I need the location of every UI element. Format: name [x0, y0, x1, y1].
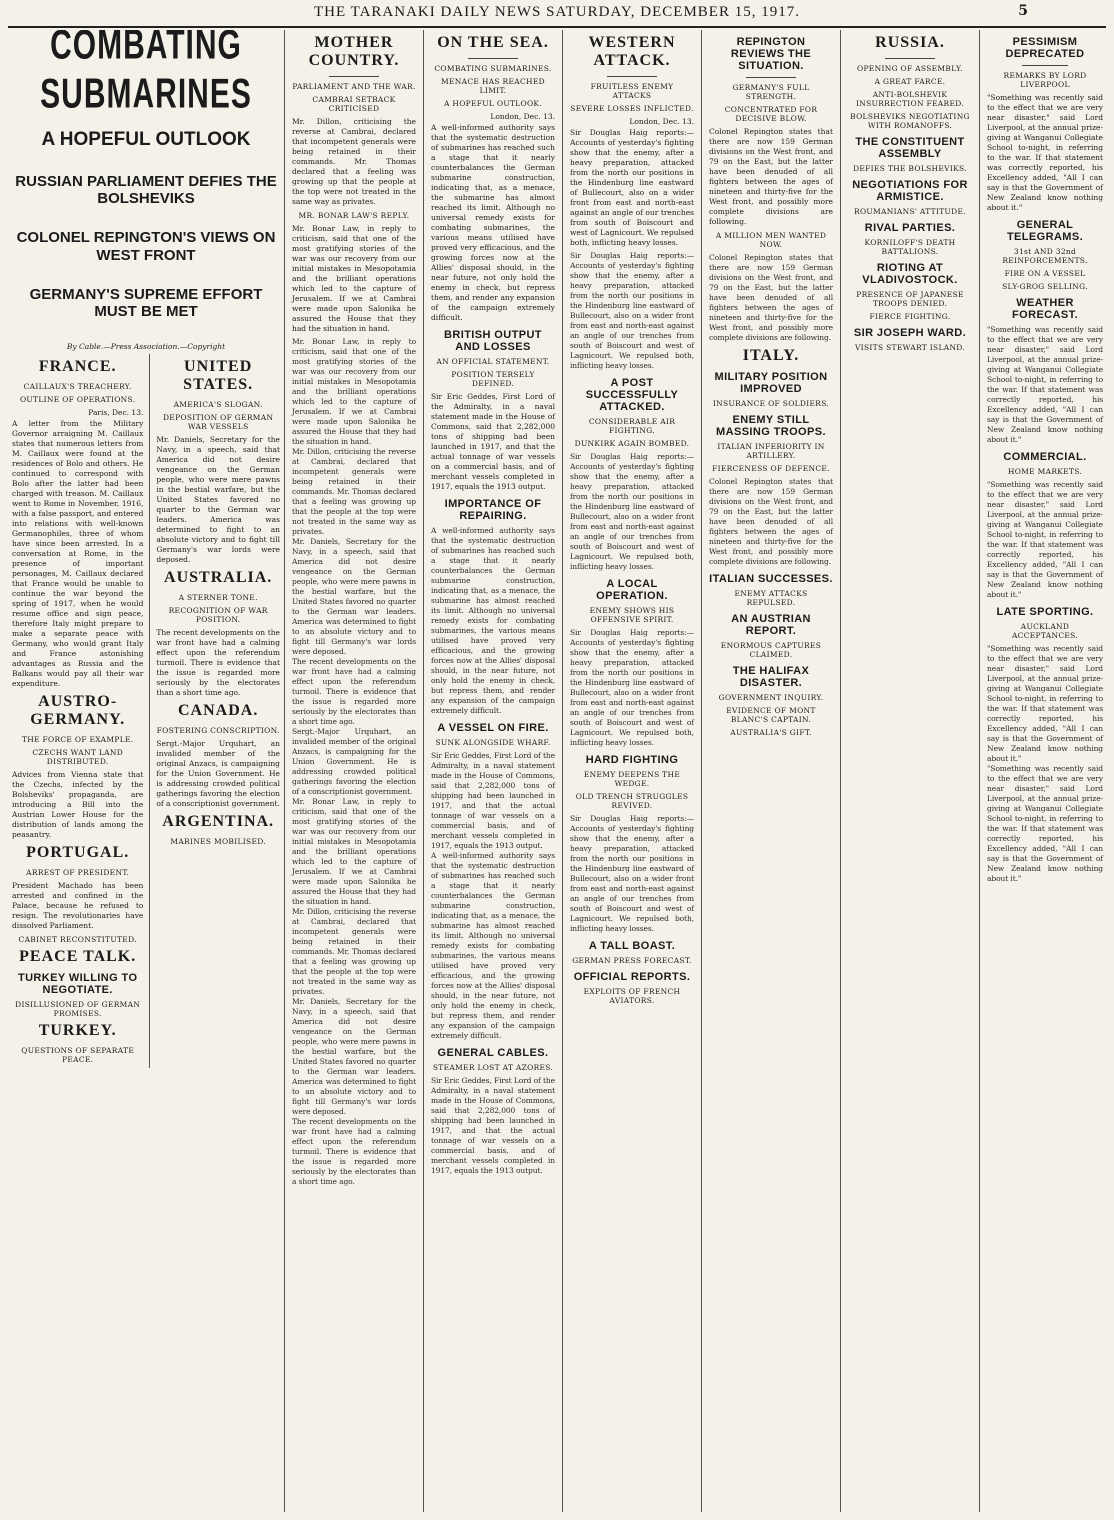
sub-head: AN OFFICIAL STATEMENT. — [436, 357, 550, 366]
sub-head: ITALIAN SUCCESSES. — [709, 573, 833, 585]
sub-head: MENACE HAS REACHED LIMIT. — [441, 77, 545, 95]
filler-text: A well-informed authority says that the systematic destruction of submarines has reached such a stage that it nearly counterbalances the German submarine construction, indicating that, as a menace, the submarine has almost reached its limit. Although no universal remedy exists for combating submarines, the various means utilised have proved very efficacious, and the growing forces now at the Allies' disposal should, in the near future, not only hold the enemy in check, but repress them, and render any expansion of the campaign extremely difficult. — [431, 526, 555, 715]
newspaper-title: THE TARANAKI DAILY NEWS SATURDAY, DECEMBER 15, 1917. — [314, 4, 800, 20]
sub-head: ENEMY STILL MASSING TROOPS. — [716, 414, 826, 438]
sub-head: INSURANCE OF SOLDIERS. — [712, 399, 830, 408]
filler-text: The recent developments on the war front have had a calming effect upon the referendum turmoil. There is evidence that the issue is regarded more seriously by the electorates than a short time ago. — [292, 1117, 416, 1186]
article-text: Mr. Daniels, Secretary for the Navy, in a speech, said that America did not desire vengeance on the German people, who were mere pawns in the bestial warfare, but the United States favored no quarter to the German war leaders. America was determined to fight to an absolute victory and to fight till Germany's war lords were deposed. — [156, 435, 280, 565]
sub-head: COMBATING SUBMARINES. — [434, 64, 552, 73]
article-text: Mr. Bonar Law, in reply to criticism, said that one of the most gratifying stories of the war was our recovery from our initial mistakes in Mesopotamia and the brilliant operations which led to the capture of Jerusalem. If we at Cambrai were made upon Salonika he assured the House that they had the situation in hand. — [292, 224, 416, 333]
section-head-pessimism: PESSIMISM DEPRECATED — [1005, 36, 1085, 60]
filler-text: Sir Eric Geddes, First Lord of the Admiralty, in a naval statement made in the House of Commons, said that 2,282,000 tons of shipping had been launched in 1917, and that the actual tonnage of war vessels on a commercial basis, and of merchant vessels completed in 1917, equals the 1913 output. — [431, 1076, 555, 1175]
sub-head: A LOCAL OPERATION. — [596, 578, 668, 602]
sub-head: NEGOTIATIONS FOR ARMISTICE. — [852, 179, 968, 203]
sub-head: A TALL BOAST. — [588, 940, 676, 952]
sub-head: GERMANY'S FULL STRENGTH. — [732, 83, 810, 101]
sub-head: GERMAN PRESS FORECAST. — [572, 956, 692, 965]
sub-head: A VESSEL ON FIRE. — [437, 722, 549, 734]
main-headline: COMBATING SUBMARINES — [40, 30, 252, 117]
sub-head: RECOGNITION OF WAR POSITION. — [168, 606, 268, 625]
filler-text: A well-informed authority says that the systematic destruction of submarines has reached such a stage that it nearly counterbalances the German submarine construction, indicating that, as a menace, the submarine has almost reached its limit. Although no universal remedy exists for combating submarines, the various means utilised have proved very efficacious, and the growing forces now at the Allies' disposal should, in the near future, not only hold the enemy in check, but repress them, and render any expansion of the campaign extremely difficult. — [431, 851, 555, 1040]
masthead-rule — [8, 26, 1106, 28]
sub-head: BOLSHEVIKS NEGOTIATING WITH ROMANOFFS. — [850, 112, 970, 130]
sub-head: GOVERNMENT INQUIRY. — [718, 693, 824, 702]
section-head-austro: AUSTRO-GERMANY. — [30, 693, 126, 729]
sub-head: OLD TRENCH STRUGGLES REVIVED. — [575, 792, 689, 810]
sub-head: MILITARY POSITION IMPROVED — [714, 371, 828, 395]
sub-head: QUESTIONS OF SEPARATE PEACE. — [21, 1046, 135, 1065]
column-on-the-sea — [427, 30, 559, 1512]
filler-text: "Something was recently said to the effect that we are very near disaster," said Lord Liverpool, at the annual prize-giving at Wanganui Collegiate School to-night, in referring to the war. If that statement was correctly reported, his Excellency added, "All I can say is that the Government of New Zealand know nothing about it." — [987, 480, 1103, 599]
sub-head: CONSIDERABLE AIR FIGHTING. — [588, 417, 676, 435]
filler-text: Mr. Bonar Law, in reply to criticism, said that one of the most gratifying stories of the war was our recovery from our initial mistakes in Mesopotamia and the brilliant operations which led to the capture of Jerusalem. If we at Cambrai were made upon Salonika he assured the House that they had the situation in hand. — [292, 797, 416, 906]
sub-head: FIERCE FIGHTING. — [869, 312, 951, 321]
article-text: Advices from Vienna state that the Czechs, infected by the Bolsheviks' propaganda, are introducing a Bill into the Austrian Lower House for the distribution of lands among the peasantry. — [12, 770, 144, 840]
section-head-russia: RUSSIA. — [875, 34, 945, 51]
sub-head: DUNKIRK AGAIN BOMBED. — [574, 439, 690, 448]
filler-text: Sir Douglas Haig reports:—Accounts of yesterday's fighting show that the enemy, after a heavy preparation, attacked from the north our positions in the Hindenburg line eastward of Bullecourt, also on a wider front from east and north-east against an angle of our trenches from south of Boiscourt and west of Lagnicourt. We repulsed both, inflicting heavy losses. — [570, 628, 694, 747]
sub-head: ENEMY DEEPENS THE WEDGE. — [583, 770, 681, 788]
sub-head: A MILLION MEN WANTED NOW. — [715, 231, 827, 249]
column-divider — [423, 30, 424, 1512]
filler-text: Colonel Repington states that there are now 159 German divisions on the West front, and 79 on the East, but the latter have been denuded of all fighters between the ages of nineteen and thirty-five for the West front, and possibly more complete divisions are following. — [709, 477, 833, 566]
sub-head: AUSTRALIA'S GIFT. — [730, 728, 812, 737]
filler-text: Mr. Daniels, Secretary for the Navy, in a speech, said that America did not desire vengeance on the German people, who were mere pawns in the bestial warfare, but the United States favored no quarter to the German war leaders. America was determined to fight to an absolute victory and to fight till Germany's war lords were deposed. — [292, 537, 416, 656]
sub-head: BRITISH OUTPUT AND LOSSES — [444, 329, 542, 353]
sub-head: SEVERE LOSSES INFLICTED. — [570, 104, 694, 113]
filler-text: "Something was recently said to the effect that we are very near disaster," said Lord Liverpool, at the annual prize-giving at Wanganui Collegiate School to-night, in referring to the war. If that statement was correctly reported, his Excellency added, "All I can say is that the Government of New Zealand know nothing about it." — [987, 325, 1103, 444]
section-head-us: UNITED STATES. — [183, 358, 254, 394]
sub-head: AN AUSTRIAN REPORT. — [731, 613, 811, 637]
filler-text: Mr. Dillon, criticising the reverse at Cambrai, declared that incompetent generals were being retained in their commands. Mr. Thomas declared that a feeling was growing up that the people at the top were not treated in the same way as privates. — [292, 447, 416, 536]
column-repington — [705, 30, 837, 1512]
sub-head: A POST SUCCESSFULLY ATTACKED. — [585, 377, 679, 413]
article-text: A letter from the Military Governor arraigning M. Caillaux states that numerous letters from M. Caillaux were found at the residences of Bolo and others. He continued to correspond with Bolo after the latter had been charged with treason. M. Caillaux went to Rome in November, 1916, with a false passport, and entered into relations with well-known Germanophiles, three of whom have since been arrested. In a conversation at Rome, in the presence of important personages, M. Caillaux declared that France would be unable to continue the war beyond the spring of 1917, when he would resume office and sign peace, therefore Italy might prepare to make a separate peace with Germany, who would grant Italy and France astonishing advantages as Russia and the Balkans would pay all their war expenditure. — [12, 419, 144, 689]
sub-head: TURKEY WILLING TO NEGOTIATE. — [17, 972, 138, 997]
column-divider — [840, 30, 841, 1512]
filler-text: Colonel Repington states that there are now 159 German divisions on the West front, and 79 on the East, but the latter have been denuded of all fighters between the ages of nineteen and thirty-five for the West front, and possibly more complete divisions are following. — [709, 253, 833, 342]
sub-head: WEATHER FORECAST. — [1012, 297, 1078, 321]
section-head-argentina: ARGENTINA. — [162, 813, 275, 831]
filler-text: Sir Douglas Haig reports:—Accounts of yesterday's fighting show that the enemy, after a heavy preparation, attacked from the north our positions in the Hindenburg line eastward of Bullecourt, also on a wider front from east and north-east against an angle of our trenches from south of Boiscourt and west of Lagnicourt. We repulsed both, inflicting heavy losses. — [570, 814, 694, 933]
section-head-western-attack: WESTERN ATTACK. — [588, 34, 676, 69]
subcolumn-us — [156, 354, 280, 1068]
deck-headline-3: COLONEL REPINGTON'S VIEWS ON WEST FRONT — [16, 229, 276, 264]
dateline: London, Dec. 13. — [490, 112, 555, 121]
sub-head: DISILLUSIONED OF GERMAN PROMISES. — [15, 1000, 141, 1019]
column-divider — [149, 354, 150, 1068]
column-russia — [844, 30, 976, 1512]
sub-head: COMMERCIAL. — [1003, 451, 1087, 463]
sub-head: FIRE ON A VESSEL — [1004, 269, 1086, 278]
article-text: President Machado has been arrested and confined in the Palace, because he refused to resign. The revolutionaries have dissolved Parliament. — [12, 881, 144, 931]
sub-head: ENEMY SHOWS HIS OFFENSIVE SPIRIT. — [589, 606, 675, 624]
sub-head: MR. BONAR LAW'S REPLY. — [298, 211, 410, 220]
sub-head: SIR JOSEPH WARD. — [853, 327, 967, 339]
filler-text: Sir Eric Geddes, First Lord of the Admiralty, in a naval statement made in the House of Commons, said that 2,282,000 tons of shipping had been launched in 1917, and that the actual tonnage of war vessels on a commercial basis, and of merchant vessels completed in 1917, equals the 1913 output. — [431, 751, 555, 850]
filler-text: Sir Douglas Haig reports:—Accounts of yesterday's fighting show that the enemy, after a heavy preparation, attacked from the north our positions in the Hindenburg line eastward of Bullecourt, also on a wider front from east and north-east against an angle of our trenches from south of Boiscourt and west of Lagnicourt. We repulsed both, inflicting heavy losses. — [570, 251, 694, 370]
sub-head: DEFIES THE BOLSHEVIKS. — [853, 164, 967, 173]
sub-head: THE FORCE OF EXAMPLE. — [21, 735, 134, 745]
column-pessimism — [983, 30, 1107, 1512]
sub-head: HARD FIGHTING — [585, 754, 679, 766]
filler-text: Sergt.-Major Urquhart, an invalided member of the original Anzacs, is campaigning for the Union Government. He is addressing crowded political gatherings favoring the election of a conscriptionist government. — [292, 727, 416, 796]
column-divider — [701, 30, 702, 1512]
section-head-portugal: PORTUGAL. — [26, 844, 130, 862]
filler-text: Mr. Bonar Law, in reply to criticism, said that one of the most gratifying stories of the war was our recovery from our initial mistakes in Mesopotamia and the brilliant operations which led to the capture of Jerusalem. If we at Cambrai were made upon Salonika he assured the House that they had the situation in hand. — [292, 337, 416, 446]
sub-head: A STERNER TONE. — [178, 593, 258, 603]
sub-head: KORNILOFF'S DEATH BATTALIONS. — [864, 238, 956, 256]
filler-text: Sir Douglas Haig reports:—Accounts of yesterday's fighting show that the enemy, after a heavy preparation, attacked from the north our positions in the Hindenburg line eastward of Bullecourt, also on a wider front from east and north-east against an angle of our trenches from south of Boiscourt and west of Lagnicourt. We repulsed both, inflicting heavy losses. — [570, 452, 694, 571]
sub-head: CAILLAUX'S TREACHERY. — [23, 382, 132, 392]
deck-headline-4: GERMANY'S SUPREME EFFORT MUST BE MET — [29, 285, 263, 321]
article-text: Sergt.-Major Urquhart, an invalided member of the original Anzacs, is campaigning for the Union Government. He is addressing crowded political gatherings favoring the election of a conscriptionist government. — [156, 739, 280, 809]
column-divider — [284, 30, 285, 1512]
sub-head: RIOTING AT VLADIVOSTOCK. — [862, 262, 958, 286]
sub-head: GENERAL TELEGRAMS. — [1006, 219, 1084, 243]
sub-head: EVIDENCE OF MONT BLANC'S CAPTAIN. — [726, 706, 816, 724]
filler-text: Mr. Dillon, criticising the reverse at Cambrai, declared that incompetent generals were being retained in their commands. Mr. Thomas declared that a feeling was growing up that the people at the top were not treated in the same way as privates. — [292, 907, 416, 996]
sub-head: POSITION TERSELY DEFINED. — [451, 370, 535, 388]
sub-head: LATE SPORTING. — [996, 606, 1094, 618]
article-text: Mr. Dillon, criticising the reverse at Cambrai, declared that incompetent generals were being retained in their commands. Mr. Thomas declared that a feeling was growing up that the people at the top were not treated in the same way as privates. — [292, 117, 416, 206]
sub-head: OUTLINE OF OPERATIONS. — [19, 395, 136, 405]
section-head-italy: ITALY. — [742, 347, 800, 364]
dateline: Paris, Dec. 13. — [88, 408, 144, 418]
article-text: "Something was recently said to the effect that we are very near disaster," said Lord Liverpool, at the annual prize-giving at Wanganui Collegiate School to-night, in referring to the war. If that statement was correctly reported, his Excellency added, "All I can say is that the Government of New Zealand know nothing about it." — [987, 93, 1103, 212]
column-mother-country — [288, 30, 420, 1512]
sub-head: ANTI-BOLSHEVIK INSURRECTION FEARED. — [856, 90, 964, 108]
filler-text: The recent developments on the war front have had a calming effect upon the referendum turmoil. There is evidence that the issue is regarded more seriously by the electorates than a short time ago. — [292, 657, 416, 726]
sub-head: GENERAL CABLES. — [437, 1047, 549, 1059]
column-lead — [8, 30, 284, 1512]
section-head-on-the-sea: ON THE SEA. — [437, 34, 549, 51]
sub-head: CABINET RECONSTITUTED. — [18, 935, 137, 945]
sub-head: EXPLOITS OF FRENCH AVIATORS. — [583, 987, 681, 1005]
sub-head: REMARKS BY LORD LIVERPOOL — [1003, 71, 1087, 89]
sub-head: IMPORTANCE OF REPAIRING. — [444, 498, 542, 522]
sub-head: A HOPEFUL OUTLOOK. — [443, 99, 543, 108]
sub-head: STEAMER LOST AT AZORES. — [432, 1063, 554, 1072]
sub-head: PRESENCE OF JAPANESE TROOPS DENIED. — [856, 290, 964, 308]
section-head-halifax: THE HALIFAX DISASTER. — [732, 665, 810, 689]
sub-head: FIERCENESS OF DEFENCE. — [712, 464, 830, 473]
subcolumn-france — [12, 354, 143, 1068]
deck-headline-2: RUSSIAN PARLIAMENT DEFIES THE BOLSHEVIKS — [15, 172, 277, 208]
sub-head: THE CONSTITUENT ASSEMBLY — [855, 136, 965, 160]
column-divider — [979, 30, 980, 1512]
sub-head: FOSTERING CONSCRIPTION. — [156, 726, 280, 736]
dateline: London, Dec. 13. — [629, 117, 694, 126]
sub-head: OFFICIAL REPORTS. — [573, 971, 691, 983]
article-text: Colonel Repington states that there are now 159 German divisions on the West front, and 79 on the East, but the latter have been denuded of all fighters between the ages of nineteen and thirty-five for the West front, and possibly more complete divisions are following. — [709, 127, 833, 226]
filler-text: "Something was recently said to the effect that we are very near disaster," said Lord Liverpool, at the annual prize-giving at Wanganui Collegiate School to-night, in referring to the war. If that statement was correctly reported, his Excellency added, "All I can say is that the Government of New Zealand know nothing about it." — [987, 764, 1103, 883]
article-text: The recent developments on the war front have had a calming effect upon the referendum turmoil. There is evidence that the issue is regarded more seriously by the electorates than a short time ago. — [156, 628, 280, 698]
sub-head: CZECHS WANT LAND DISTRIBUTED. — [32, 748, 124, 767]
sub-head: CAMBRAI SETBACK CRITICISED — [312, 95, 396, 113]
sub-head: ENORMOUS CAPTURES CLAIMED. — [720, 641, 822, 659]
sub-head: OPENING OF ASSEMBLY. — [857, 64, 963, 73]
sub-head: HOME MARKETS. — [1007, 467, 1083, 476]
sub-head: FRUITLESS ENEMY ATTACKS — [590, 82, 674, 100]
column-western-attack — [566, 30, 698, 1512]
byline: By Cable.—Press Association.—Copyright — [66, 342, 226, 352]
sub-head: RIVAL PARTIES. — [864, 222, 956, 234]
article-text: Sir Eric Geddes, First Lord of the Admiralty, in a naval statement made in the House of Commons, said that 2,282,000 tons of shipping had been launched in 1917, and that the actual tonnage of war vessels on a commercial basis, and of merchant vessels completed in 1917, equals the 1913 output. — [431, 392, 555, 491]
column-divider — [562, 30, 563, 1512]
sub-head: ARREST OF PRESIDENT. — [26, 868, 130, 878]
sub-head: ITALIAN INFERIORITY IN ARTILLERY. — [717, 442, 825, 460]
sub-head: 31st AND 32nd REINFORCEMENTS. — [1002, 247, 1088, 265]
sub-head: A GREAT FARCE. — [874, 77, 946, 86]
section-head-canada: CANADA. — [178, 702, 259, 720]
sub-head: ENEMY ATTACKS REPULSED. — [734, 589, 808, 607]
deck-headline-1: A HOPEFUL OUTLOOK — [41, 129, 251, 150]
filler-text: Mr. Daniels, Secretary for the Navy, in a speech, said that America did not desire vengeance on the German people, who were mere pawns in the bestial warfare, but the United States favored no quarter to the German war leaders. America was determined to fight to an absolute victory and to fight till Germany's war lords were deposed. — [292, 997, 416, 1116]
section-head-australia: AUSTRALIA. — [164, 569, 273, 587]
section-head-repington: REPINGTON REVIEWS THE SITUATION. — [730, 36, 812, 72]
article-text: A well-informed authority says that the systematic destruction of submarines has reached such a stage that it nearly counterbalances the German submarine construction, indicating that, as a menace, the submarine has almost reached its limit. Although no universal remedy exists for combating submarines, the various means utilised have proved very efficacious, and the growing forces now at the Allies' disposal should, in the near future, not only hold the enemy in check, but repress them, and render any expansion of the campaign extremely difficult. — [431, 123, 555, 322]
sub-head: SUNK ALONGSIDE WHARF. — [435, 738, 551, 747]
section-head-peace: PEACE TALK. — [19, 948, 137, 966]
sub-head: ROUMANIANS' ATTITUDE. — [854, 207, 966, 216]
sub-head: VISITS STEWART ISLAND. — [854, 343, 966, 352]
sub-head: AMERICA'S SLOGAN. — [173, 400, 263, 410]
page-number: 5 — [1018, 3, 1028, 19]
sub-head: PARLIAMENT AND THE WAR. — [292, 82, 416, 91]
section-head-france: FRANCE. — [38, 358, 117, 376]
sub-head: SLY-GROG SELLING. — [1002, 282, 1088, 291]
section-head-turkey: TURKEY. — [38, 1022, 117, 1040]
filler-text: "Something was recently said to the effect that we are very near disaster," said Lord Liverpool, at the annual prize-giving at Wanganui Collegiate School to-night, in referring to the war. If that statement was correctly reported, his Excellency added, "All I can say is that the Government of New Zealand know nothing about it." — [987, 644, 1103, 763]
sub-head: CONCENTRATED FOR DECISIVE BLOW. — [724, 105, 818, 123]
sub-head: DEPOSITION OF GERMAN WAR VESSELS — [162, 413, 274, 432]
article-text: Sir Douglas Haig reports:—Accounts of yesterday's fighting show that the enemy, after a heavy preparation, attacked from the north our positions in the Hindenburg line eastward of Bullecourt, also on a wider front from east and north-east against an angle of our trenches from south of Boiscourt and west of Lagnicourt. We repulsed both, inflicting heavy losses. — [570, 128, 694, 247]
sub-head: AUCKLAND ACCEPTANCES. — [1011, 622, 1079, 640]
sub-head: MARINES MOBILISED. — [170, 837, 266, 847]
section-head-mother-country: MOTHER COUNTRY. — [308, 34, 400, 69]
